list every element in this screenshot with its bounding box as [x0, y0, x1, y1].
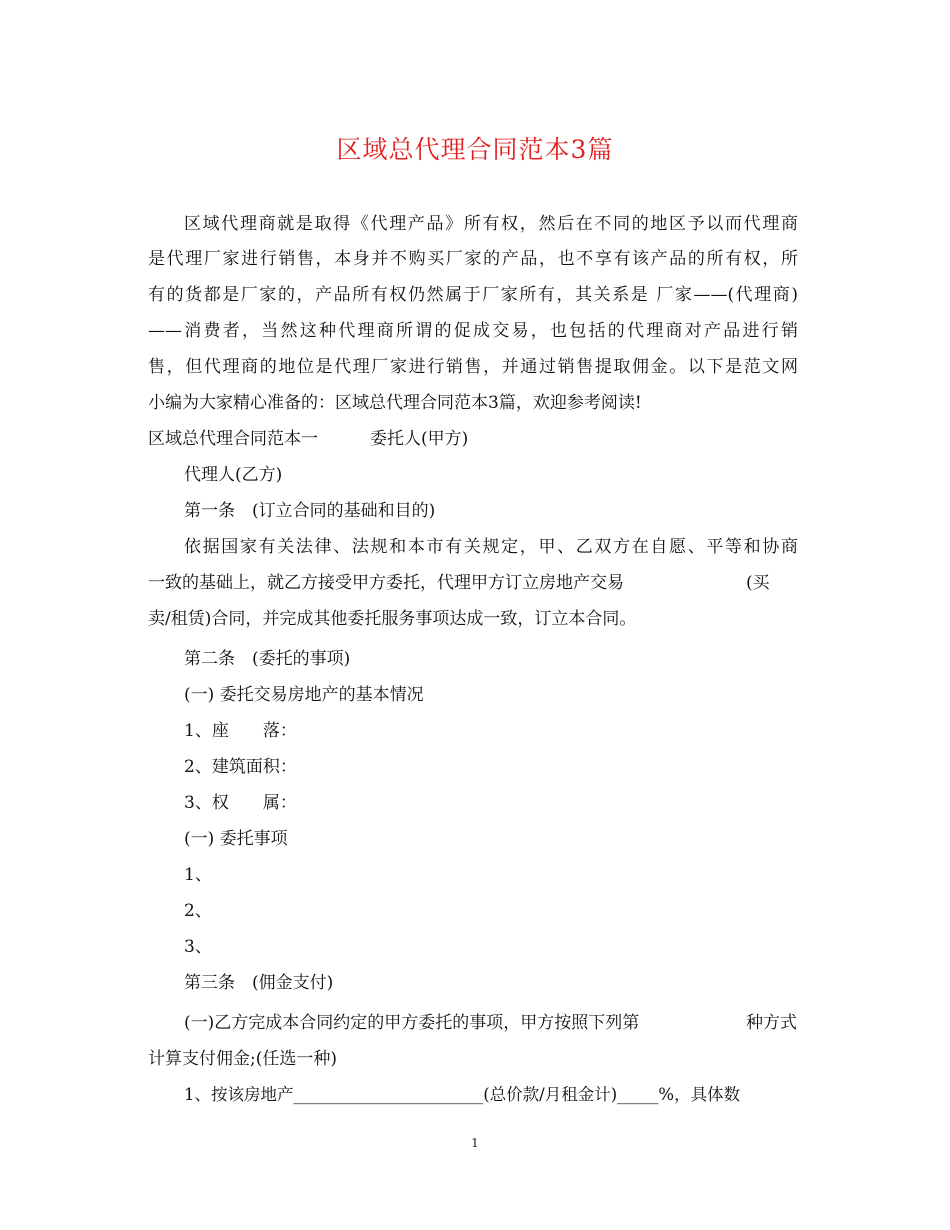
page-number: 1 — [471, 1136, 479, 1150]
intro-line: 区域代理商就是取得《代理产品》所有权，然后在不同的地区予以而代理商 — [184, 214, 798, 234]
article-1-body-line: 卖/租赁)合同，并完成其他委托服务事项达成一致，订立本合同。 — [148, 609, 637, 629]
article-2-subheading: (一) 委托事项 — [184, 829, 288, 849]
contract-heading: 区域总代理合同范本一 — [148, 429, 318, 449]
party-b-label: 代理人(乙方) — [184, 465, 283, 485]
property-location-item: 1、座 落： — [184, 721, 297, 741]
article-3-title: 第三条 (佣金支付) — [184, 973, 334, 993]
intro-line: ——消费者，当然这种代理商所谓的促成交易，也包括的代理商对产品进行销 — [148, 321, 798, 341]
property-area-item: 2、建筑面积： — [184, 757, 297, 777]
article-3-body-line: (一)乙方完成本合同约定的甲方委托的事项，甲方按照下列第 — [184, 1013, 640, 1033]
article-3-body-line: 计算支付佣金;(任选一种) — [148, 1049, 337, 1069]
intro-line: 有的货都是厂家的，产品所有权仍然属于厂家所有，其关系是 厂家——(代理商) — [148, 285, 798, 305]
entrust-item: 1、 — [184, 865, 212, 885]
article-1-body-line: 依据国家有关法律、法规和本市有关规定，甲、乙双方在自愿、平等和协商 — [184, 537, 798, 557]
article-1-title: 第一条 (订立合同的基础和目的) — [184, 501, 436, 521]
document-title: 区域总代理合同范本3篇 — [336, 135, 614, 164]
intro-line: 是代理厂家进行销售，本身并不购买厂家的产品，也不享有该产品的所有权，所 — [148, 249, 798, 269]
intro-line: 售，但代理商的地位是代理厂家进行销售，并通过销售提取佣金。以下是范文网 — [148, 357, 798, 377]
article-1-body-line-end: (买 — [746, 573, 770, 593]
party-a-label: 委托人(甲方) — [370, 429, 469, 449]
article-2-subheading: (一) 委托交易房地产的基本情况 — [184, 685, 424, 705]
property-ownership-item: 3、权 属： — [184, 793, 297, 813]
article-3-body-line-end: 种方式 — [746, 1013, 797, 1033]
entrust-item: 3、 — [184, 937, 212, 957]
article-3-body-line: 1、按该房地产_______________________(总价款/月租金计)_____%，具体数 — [184, 1085, 741, 1104]
article-1-body-line: 一致的基础上，就乙方接受甲方委托，代理甲方订立房地产交易 — [148, 573, 624, 593]
entrust-item: 2、 — [184, 901, 212, 921]
intro-line: 小编为大家精心准备的：区域总代理合同范本3篇，欢迎参考阅读! — [148, 393, 642, 413]
article-2-title: 第二条 (委托的事项) — [184, 649, 351, 669]
